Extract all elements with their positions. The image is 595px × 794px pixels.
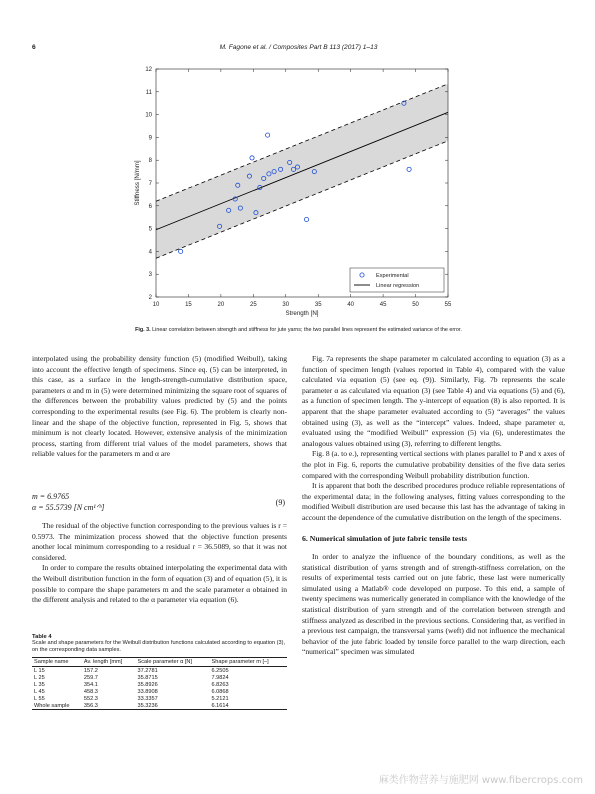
left-column-lower <box>32 521 287 606</box>
table-cell: 6.1614 <box>210 702 287 710</box>
figure-caption-text: Linear correlation between strength and stiffness for jute yarns; the two parallel lines represent the estimated variance of the error. <box>152 327 462 333</box>
y-tick-label: 5 <box>148 226 152 233</box>
regression-line <box>156 112 448 229</box>
figure-label: Fig. 3. <box>135 327 151 333</box>
table-cell: 5.2121 <box>211 695 229 702</box>
table-cell: L 25 <box>34 674 45 681</box>
table-cell: L 35 <box>34 681 45 688</box>
x-tick-label: 10 <box>152 302 160 308</box>
data-point <box>250 156 254 160</box>
y-tick-label: 9 <box>148 135 152 142</box>
table-row <box>32 681 287 688</box>
table-title: Table 4 <box>32 634 52 640</box>
table-header-row <box>32 658 287 667</box>
strength-stiffness-chart <box>130 62 460 324</box>
y-tick-label: 11 <box>145 89 152 96</box>
table-cell: 35.8926 <box>137 681 158 688</box>
table-row <box>32 702 287 710</box>
table-header-cell: Shape parameter m [–] <box>210 658 287 667</box>
parameters-table <box>32 657 287 710</box>
x-tick-label: 25 <box>249 302 257 308</box>
legend-label-regression: Linear regression <box>376 283 420 289</box>
table-cell: 33.3357 <box>137 695 158 702</box>
y-tick-label: 7 <box>148 181 152 187</box>
table-cell: 7.9824 <box>211 674 229 681</box>
table-cell: L 45 <box>34 688 45 695</box>
table-cell: 259.7 <box>83 674 98 681</box>
y-tick-label: 4 <box>148 249 152 256</box>
x-tick-label: 45 <box>379 302 387 308</box>
data-point <box>304 217 308 221</box>
right-paragraph-1: Fig. 7a represents the shape parameter m calculated according to equation (3) as a function of specimen length (values reported in Table 4), compared with the value calculated via equation (5) (see eq. (9)). Similarly, Fig. 7b represents the scale parameter α as calculated via equation (3) (see Table 4) and via equations (5) and (6), as a function of specimen length. The y-intercept of equation (8) is also reported. It is apparent that the shape parameter evaluated according to (5) “averages” the values obtained using (3), as well as the “intercept” values. Indeed, shape parameter α, evaluated using the “modified Weibull” expression (5) via (6), underestimates the analogous values obtained using (3), referring to different lengths. <box>302 354 565 448</box>
data-point <box>266 133 270 137</box>
section-title: 6. Numerical simulation of jute fabric tensile tests <box>302 533 468 543</box>
table-cell: 37.2781 <box>137 667 158 674</box>
table-cell: 35.3236 <box>135 702 209 710</box>
right-column <box>302 354 565 658</box>
y-tick-label: 8 <box>148 158 152 165</box>
equation-m: m = 6.9765 <box>32 492 70 501</box>
y-tick-label: 12 <box>145 67 152 73</box>
right-paragraph-2: Fig. 8 (a. to e.), representing vertical sections with planes parallel to P and x axes of the plot in Fig. 6, reports the cumulative probability densities of the five data series compared with the corresponding Weibull probability distribution function. <box>302 449 565 480</box>
table-row <box>32 688 287 695</box>
data-point <box>407 167 411 171</box>
y-tick-label: 2 <box>148 295 152 301</box>
x-tick-label: 50 <box>412 302 419 308</box>
right-paragraph-3: It is apparent that both the described procedures produce reliable representations of the experimental data; in the following analyses, fitting values corresponding to the modified Weibull distribution are used because this last has the advantage of taking in account the dependence of the cumulative distribution on the length of the specimens. <box>302 481 565 522</box>
table-header-cell: Av. length [mm] <box>82 658 136 667</box>
table-cell: 458.3 <box>83 688 98 695</box>
table-cell: 552.3 <box>83 695 98 702</box>
y-tick-label: 6 <box>148 203 152 210</box>
y-tick-label: 10 <box>145 112 152 119</box>
left-paragraph-2: The residual of the objective function corresponding to the previous values is r = 0.5973. The minimization process showed that the objective function presents another local minimum corresponding to a residual r = 36.5089, so that it was not considered. <box>32 521 287 562</box>
equation-alpha: α = 55.5739 [N cm¹ᐟᵇ] <box>32 502 105 512</box>
figure-caption <box>32 327 565 333</box>
watermark: 麻类作物营养与施肥网 www.fibercrops.com <box>378 775 583 786</box>
left-paragraph-1: interpolated using the probability density function (5) (modified Weibull), taking into account the effective length of specimens. Since eq. (5) can be interpreted, in this case, as a surface in the length-strength-cumulative distribution space, parameters α and m in (5) were determined minimizing the square root of squares of the differences between the probability values predicted by (5) and the points corresponding to the experimental results (see Fig. 6). The problem is clearly non-linear and the shape of the objective function, represented in Fig. 5, shows that minimum is not clearly located. However, extensive analysis of the minimization process, starting from different trial values of the model parameters, shows that reliable values for the parameters m and α are <box>32 354 287 459</box>
table-cell: L 55 <box>34 695 45 702</box>
right-paragraph-4: In order to analyze the influence of the boundary conditions, as well as the statistical distribution of yarns strength and of strength-stiffness correlation, on the results of experimental tests carried out on jute fabric, these last were numerically simulated using a Matlab® code developed on purpose. To this end, a sample of twenty specimens was numerically generated in compliance with the knowledge of the statistical distribution of yarn strength and of the correlation between strength and stiffness analyzed as described in the previous sections. Considering that, as verified in a previous test campaign, the transversal yarns (weft) did not influence the mechanical behavior of the jute fabric loaded by tensile force parallel to the warp direction, each “numerical” specimen was simulated <box>302 552 565 657</box>
table-cell: 157.2 <box>83 667 98 674</box>
page-number: 6 <box>32 44 36 51</box>
table-cell: L 15 <box>34 667 45 674</box>
legend-label-experimental: Experimental <box>376 273 409 279</box>
table-cell: 6.0868 <box>211 688 229 695</box>
y-axis-label: Stiffness [N/mm] <box>134 160 141 206</box>
y-tick-label: 3 <box>148 272 152 279</box>
x-tick-label: 35 <box>314 302 322 308</box>
equation-9 <box>32 492 287 513</box>
table-row <box>32 695 287 702</box>
x-tick-label: 55 <box>444 302 452 308</box>
table-caption: Scale and shape parameters for the Weibull distribution functions calculated according to equation (3), on the corresponding data samples. <box>32 640 286 653</box>
chart-legend <box>350 268 444 292</box>
equation-number: (9) <box>275 498 285 507</box>
x-tick-label: 20 <box>217 302 225 308</box>
table-cell: Whole sample <box>32 702 82 710</box>
left-column <box>32 354 287 460</box>
table-cell: 356.3 <box>82 702 136 710</box>
x-tick-label: 30 <box>282 302 290 308</box>
table-cell: 6.2505 <box>211 667 229 674</box>
table-4 <box>32 634 287 710</box>
table-cell: 35.8715 <box>137 674 158 681</box>
x-tick-label: 40 <box>347 302 355 308</box>
journal-citation: M. Fagone et al. / Composites Part B 113 (2017) 1–13 <box>219 44 378 51</box>
running-header <box>32 44 565 56</box>
table-row <box>32 674 287 681</box>
x-axis-label: Strength [N] <box>285 310 319 317</box>
table-cell: 354.1 <box>83 681 98 688</box>
table-header-cell: Sample name <box>32 658 82 667</box>
table-header-cell: Scale parameter α [N] <box>135 658 209 667</box>
x-tick-label: 15 <box>185 302 192 308</box>
table-row <box>32 667 287 675</box>
table-cell: 33.8908 <box>137 688 158 695</box>
data-point <box>179 249 183 253</box>
left-paragraph-3: In order to compare the results obtained interpolating the experimental data with the Weibull distribution function in the form of equation (3) and of equation (5), it is possible to compare the shape parameters m and the scale parameter α obtained in the different analysis and related to the α parameter via equation (6). <box>32 563 287 605</box>
table-cell: 6.8263 <box>211 681 229 688</box>
